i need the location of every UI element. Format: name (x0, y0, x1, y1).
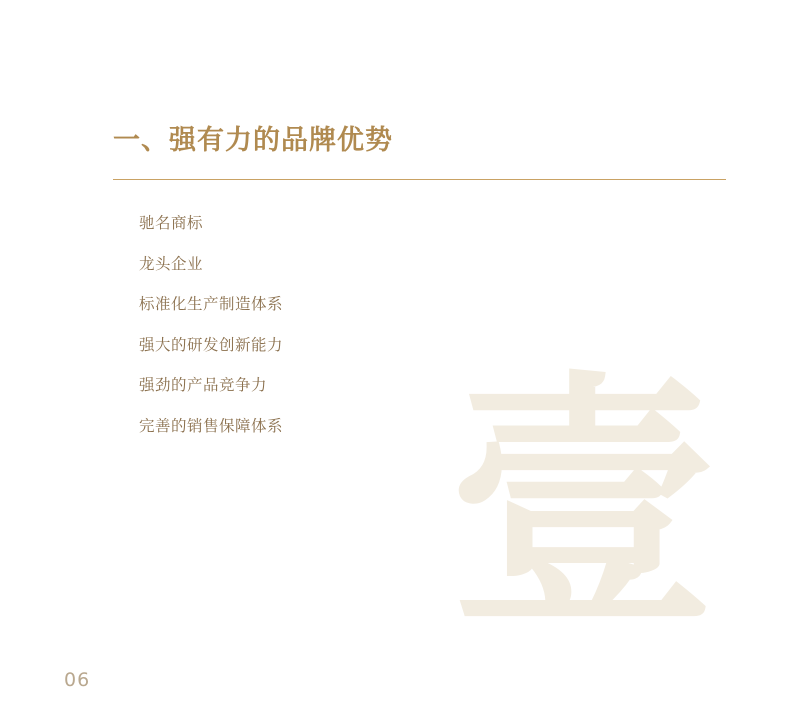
watermark-character: 壹 (449, 347, 717, 662)
page-number: 06 (64, 669, 91, 691)
list-item: 标准化生产制造体系 (139, 295, 284, 313)
list-item: 强大的研发创新能力 (139, 335, 284, 354)
list-item: 强劲的产品竞争力 (139, 376, 268, 394)
list-item: 完善的销售保障体系 (139, 416, 284, 435)
list-item: 驰名商标 (139, 214, 204, 232)
feature-list (113, 180, 729, 434)
list-item: 龙头企业 (139, 254, 204, 273)
page-title: 一、强有力的品牌优势 (113, 125, 393, 156)
page-content (113, 118, 729, 459)
